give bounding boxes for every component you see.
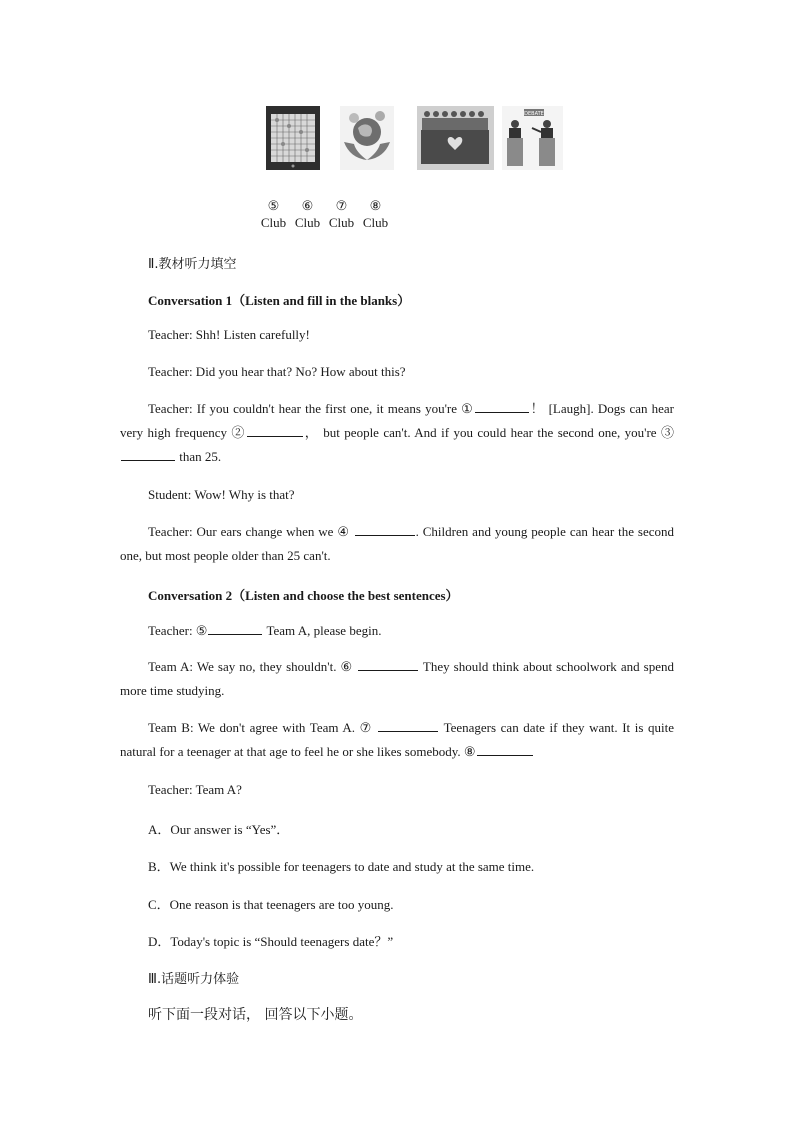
club-number: ⑧ xyxy=(369,198,382,213)
conv2-p3-text-b: Teenagers can date if they want. It is quite natural for a teenager at that age to feel he or she likes somebody. ⑧ xyxy=(120,720,674,759)
blank-5[interactable] xyxy=(208,622,262,635)
conv1-p5-text-b: . Children and young people can hear the second one, but most people older than 25 can't. xyxy=(120,524,675,563)
conv2-paragraph-2 xyxy=(120,655,674,703)
club-labels xyxy=(260,197,389,231)
blank-6[interactable] xyxy=(358,658,418,671)
volunteers-picture xyxy=(417,106,494,170)
conv1-line-4: Student: Wow! Why is that? xyxy=(148,487,295,502)
blank-8[interactable] xyxy=(477,743,533,756)
conv1-paragraph-3 xyxy=(120,397,674,469)
club-label-7 xyxy=(328,197,355,231)
conv1-p3-text-c: ， but people can't. And if you could hear the second one, you're ③ xyxy=(303,425,674,440)
conv1-p3-text-b: ！ [Laugh]. Dogs can hear very high frequency ② xyxy=(120,401,674,440)
conv2-paragraph-3 xyxy=(120,716,674,764)
debate-picture xyxy=(502,106,563,170)
club-word: Club xyxy=(328,215,355,230)
section-3-instruction: 听下面一段对话， 回答以下小题。 xyxy=(148,1007,363,1023)
blank-7[interactable] xyxy=(378,719,438,732)
club-number: ⑦ xyxy=(335,198,348,213)
club-word: Club xyxy=(294,215,321,230)
conv2-p2-text-a: Team A: We say no, they shouldn't. ⑥ xyxy=(148,659,358,674)
conv1-p5-text-a: Teacher: Our ears change when we ④ xyxy=(148,524,354,539)
conv1-p3-text-a: Teacher: If you couldn't hear the first one, it means you're ① xyxy=(148,401,474,416)
conv2-p3-text-a: Team B: We don't agree with Team A. ⑦ xyxy=(148,720,378,735)
blank-4[interactable] xyxy=(355,523,415,536)
option-c: C．One reason is that teenagers are too young. xyxy=(148,897,394,912)
conv2-line-1 xyxy=(148,622,381,639)
conv1-line-1: Teacher: Shh! Listen carefully! xyxy=(148,327,310,342)
blank-1[interactable] xyxy=(475,400,529,413)
chess-board-picture xyxy=(266,106,320,170)
conv2-p2-text-b: They should think about schoolwork and spend more time studying. xyxy=(120,659,674,698)
club-label-6 xyxy=(294,197,321,231)
conversation-1-heading: Conversation 1（Listen and fill in the blanks） xyxy=(148,293,411,308)
section-3-heading: Ⅲ.话题听力体验 xyxy=(148,972,240,987)
club-word: Club xyxy=(362,215,389,230)
conv1-p3-text-d: than 25. xyxy=(176,449,222,464)
club-number: ⑥ xyxy=(301,198,314,213)
conv2-l1-text-b: Team A, please begin. xyxy=(263,623,382,638)
section-2-heading: Ⅱ.教材听力填空 xyxy=(148,257,237,272)
conversation-2-heading: Conversation 2（Listen and choose the best sentences） xyxy=(148,588,459,603)
club-number: ⑤ xyxy=(267,198,280,213)
hands-globe-picture xyxy=(340,106,394,170)
club-label-8 xyxy=(362,197,389,231)
conv1-line-2: Teacher: Did you hear that? No? How about this? xyxy=(148,364,406,379)
option-d: D．Today's topic is “Should teenagers date？” xyxy=(148,934,394,949)
blank-3[interactable] xyxy=(121,448,175,461)
club-label-5 xyxy=(260,197,287,231)
conv2-line-4: Teacher: Team A? xyxy=(148,782,242,797)
svg-text:DEBATE: DEBATE xyxy=(524,111,544,117)
conv1-paragraph-5 xyxy=(120,520,674,568)
conv2-l1-text-a: Teacher: ⑤ xyxy=(148,623,208,638)
blank-2[interactable] xyxy=(247,424,303,437)
option-b: B．We think it's possible for teenagers to date and study at the same time. xyxy=(148,859,535,874)
option-a: A．Our answer is “Yes”． xyxy=(148,822,290,837)
club-word: Club xyxy=(260,215,287,230)
